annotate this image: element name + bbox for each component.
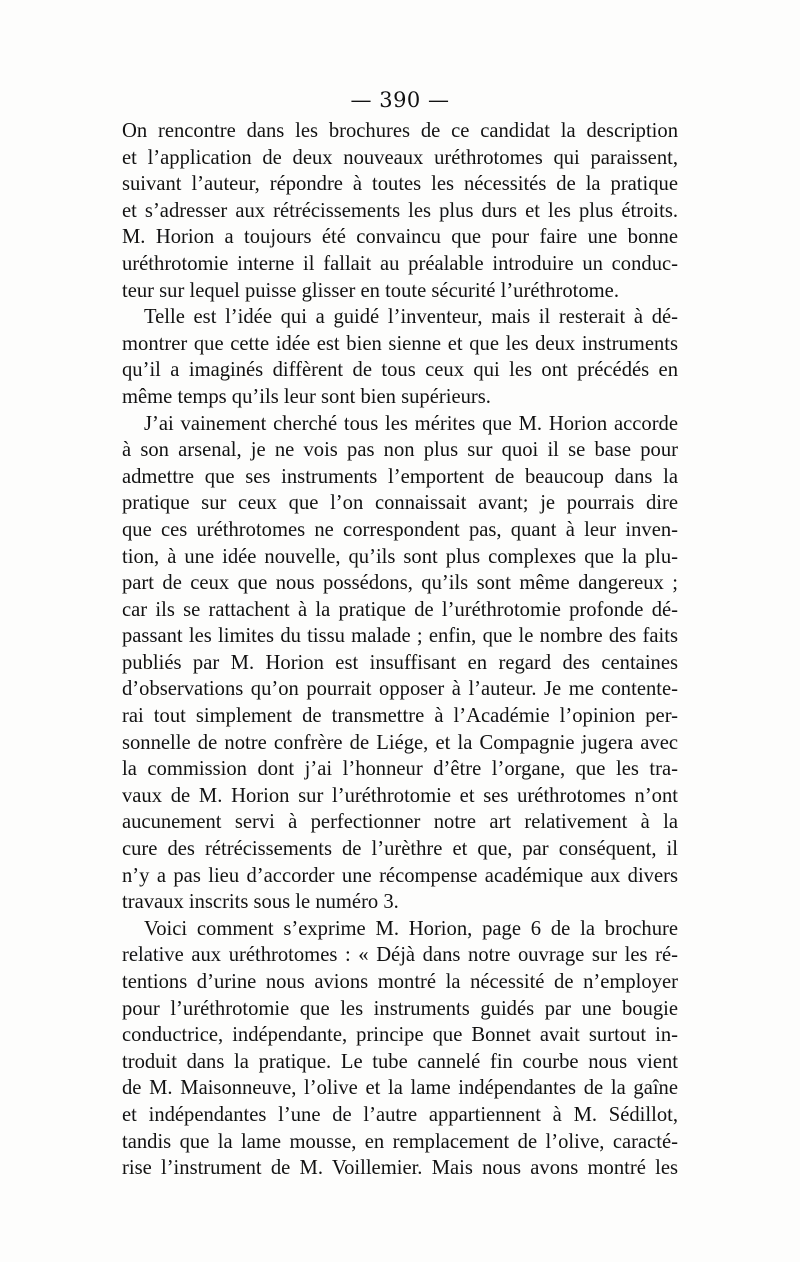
text-line: que ces uréthrotomes ne correspondent pas, quant à leur inven-: [122, 518, 678, 541]
text-line: et l’application de deux nouveaux uréthrotomes qui paraissent,: [122, 146, 678, 169]
text-line: travaux inscrits sous le numéro 3.: [122, 891, 399, 914]
text-line: même temps qu’ils leur sont bien supérieurs.: [122, 385, 491, 408]
text-line: part de ceux que nous possédons, qu’ils sont même dangereux ;: [122, 572, 678, 595]
text-line: la commission dont j’ai l’honneur d’être l’organe, que les tra-: [122, 758, 678, 781]
text-line: suivant l’auteur, répondre à toutes les nécessités de la pratique: [122, 173, 678, 196]
paragraph: [122, 304, 678, 410]
paragraph: [122, 118, 678, 304]
text-line: uréthrotomie interne il fallait au préalable introduire un conduc-: [122, 252, 678, 275]
text-line: car ils se rattachent à la pratique de l’uréthrotomie profonde dé-: [122, 598, 678, 621]
text-line: publiés par M. Horion est insuffisant en regard des centaines: [122, 651, 678, 674]
paragraph: [122, 916, 678, 1182]
text-line: cure des rétrécissements de l’urèthre et que, par conséquent, il: [122, 838, 678, 861]
text-line: passant les limites du tissu malade ; enfin, que le nombre des faits: [122, 625, 678, 648]
text-line: et indépendantes l’une de l’autre appartiennent à M. Sédillot,: [122, 1103, 678, 1126]
text-line: tion, à une idée nouvelle, qu’ils sont plus complexes que la plu-: [122, 545, 678, 568]
text-line: Telle est l’idée qui a guidé l’inventeur, mais il resterait à dé-: [144, 306, 678, 329]
text-line: de M. Maisonneuve, l’olive et la lame indépendantes de la gaîne: [122, 1077, 678, 1100]
text-line: tandis que la lame mousse, en remplacement de l’olive, caracté-: [122, 1130, 678, 1153]
text-line: et s’adresser aux rétrécissements les plus durs et les plus étroits.: [122, 199, 678, 222]
text-line: troduit dans la pratique. Le tube cannelé fin courbe nous vient: [122, 1050, 678, 1073]
text-line: qu’il a imaginés diffèrent de tous ceux qui les ont précédés en: [122, 359, 678, 382]
text-line: On rencontre dans les brochures de ce candidat la description: [122, 120, 678, 142]
text-line: d’observations qu’on pourrait opposer à l’auteur. Je me contente-: [122, 678, 678, 701]
text-line: teur sur lequel puisse glisser en toute sécurité l’uréthrotome.: [122, 279, 619, 302]
text-line: conductrice, indépendante, principe que Bonnet avait surtout in-: [122, 1024, 678, 1047]
text-line: à son arsenal, je ne vois pas non plus sur quoi il se base pour: [122, 439, 678, 462]
text-line: rise l’instrument de M. Voillemier. Mais nous avons montré les: [122, 1157, 678, 1180]
text-line: pratique sur ceux que l’on connaissait avant; je pourrais dire: [122, 492, 678, 515]
text-line: M. Horion a toujours été convaincu que pour faire une bonne: [122, 226, 678, 249]
text-line: admettre que ses instruments l’emportent de beaucoup dans la: [122, 465, 678, 488]
paragraph: [122, 411, 678, 916]
text-line: rai tout simplement de transmettre à l’Académie l’opinion per-: [122, 705, 678, 728]
body-text: [122, 118, 678, 1182]
text-line: J’ai vainement cherché tous les mérites que M. Horion accorde: [144, 412, 678, 435]
page-number: — 390 —: [350, 88, 450, 112]
text-line: relative aux uréthrotomes : « Déjà dans notre ouvrage sur les ré-: [122, 944, 678, 967]
text-line: montrer que cette idée est bien sienne et que les deux instruments: [122, 332, 678, 355]
text-line: sonnelle de notre confrère de Liége, et la Compagnie jugera avec: [122, 731, 678, 754]
text-line: n’y a pas lieu d’accorder une récompense académique aux divers: [122, 864, 678, 887]
text-line: vaux de M. Horion sur l’uréthrotomie et ses uréthrotomes n’ont: [122, 784, 678, 807]
text-line: Voici comment s’exprime M. Horion, page 6 de la brochure: [144, 917, 678, 940]
text-line: pour l’uréthrotomie que les instruments guidés par une bougie: [122, 997, 678, 1020]
text-line: aucunement servi à perfectionner notre art relativement à la: [122, 811, 678, 834]
text-line: tentions d’urine nous avions montré la nécessité de n’employer: [122, 971, 678, 993]
